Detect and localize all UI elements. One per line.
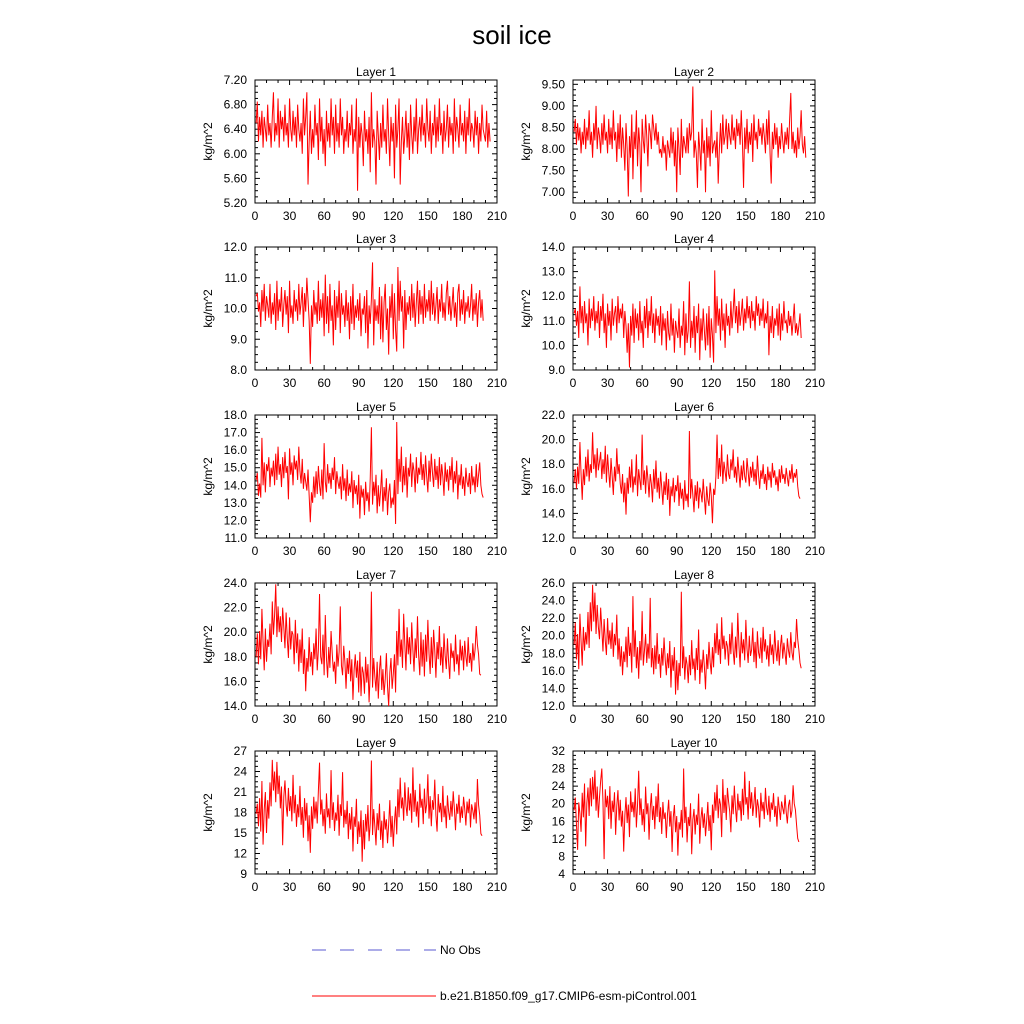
x-tick-label: 90 [670, 880, 684, 894]
y-tick-label: 22.0 [541, 408, 565, 422]
y-axis-label: kg/m^2 [201, 289, 215, 328]
series-line [574, 585, 801, 695]
y-tick-label: 8 [558, 849, 565, 864]
x-tick-label: 30 [282, 880, 297, 894]
y-tick-label: 6.00 [223, 146, 247, 161]
y-tick-label: 18.0 [223, 649, 247, 664]
y-tick-label: 7.00 [541, 185, 565, 200]
x-tick-label: 180 [770, 880, 791, 894]
y-tick-label: 7.20 [223, 73, 247, 87]
y-tick-label: 8.0 [230, 363, 247, 377]
x-tick-label: 180 [452, 376, 473, 390]
y-tick-label: 10.0 [541, 338, 565, 353]
chart-panels [201, 65, 825, 894]
panel-layer-1 [201, 65, 507, 223]
series-line [256, 92, 490, 190]
x-tick-label: 150 [417, 209, 438, 223]
x-tick-label: 0 [251, 544, 259, 558]
x-tick-label: 0 [251, 880, 259, 894]
panel-layer-3 [201, 232, 507, 390]
y-tick-label: 15 [233, 826, 247, 840]
y-tick-label: 16.0 [223, 674, 247, 689]
x-tick-label: 210 [804, 712, 826, 726]
x-tick-label: 60 [317, 544, 331, 558]
x-tick-label: 180 [452, 544, 473, 558]
y-tick-label: 9.0 [230, 332, 247, 347]
x-tick-label: 30 [282, 376, 297, 390]
panel-title-layer-5: Layer 5 [355, 400, 397, 414]
x-tick-label: 0 [251, 376, 259, 390]
y-tick-label: 17.0 [223, 425, 247, 440]
legend-label-no-obs: No Obs [440, 943, 481, 957]
y-tick-label: 9.00 [541, 98, 565, 113]
panel-layer-7 [201, 568, 507, 726]
x-tick-label: 150 [735, 880, 756, 894]
x-tick-label: 90 [670, 712, 684, 726]
x-tick-label: 60 [635, 376, 649, 390]
y-tick-label: 21 [233, 785, 247, 799]
series-line [574, 270, 801, 367]
y-tick-label: 8.00 [541, 142, 565, 157]
y-axis-label: kg/m^2 [519, 625, 533, 664]
x-tick-label: 150 [417, 544, 438, 558]
y-tick-label: 5.60 [223, 171, 247, 186]
series-line [574, 769, 799, 859]
legend-label-model: b.e21.B1850.f09_g17.CMIP6-esm-piControl.001 [440, 989, 697, 1003]
x-tick-label: 180 [770, 209, 791, 223]
y-axis-label: kg/m^2 [201, 625, 215, 664]
x-tick-label: 90 [352, 376, 366, 390]
y-tick-label: 18.0 [541, 646, 565, 661]
x-tick-label: 30 [600, 712, 615, 726]
panel-layer-5 [201, 400, 507, 558]
x-tick-label: 60 [635, 712, 649, 726]
series-line [256, 584, 481, 706]
y-tick-label: 13.0 [223, 495, 247, 510]
y-axis-label: kg/m^2 [519, 457, 533, 496]
y-tick-label: 14.0 [541, 681, 565, 696]
x-tick-label: 60 [317, 712, 331, 726]
y-tick-label: 6.40 [223, 122, 247, 137]
x-tick-label: 0 [569, 376, 577, 390]
y-tick-label: 12.0 [223, 513, 247, 528]
y-tick-label: 22.0 [223, 600, 247, 615]
y-tick-label: 12.0 [541, 531, 565, 545]
series-line [256, 760, 482, 862]
x-tick-label: 60 [635, 544, 649, 558]
y-tick-label: 20.0 [541, 628, 565, 643]
x-tick-label: 180 [770, 376, 791, 390]
y-tick-label: 11.0 [224, 270, 247, 285]
y-tick-label: 5.20 [223, 196, 247, 210]
y-tick-label: 11.0 [542, 313, 565, 328]
x-tick-label: 120 [701, 209, 722, 223]
y-tick-label: 20.0 [541, 432, 565, 447]
y-tick-label: 24.0 [223, 576, 247, 590]
series-line [256, 262, 483, 363]
y-tick-label: 14.0 [223, 699, 247, 713]
x-tick-label: 120 [383, 712, 404, 726]
panel-layer-9 [201, 736, 507, 894]
panel-layer-8 [519, 568, 825, 726]
x-tick-label: 210 [486, 376, 508, 390]
y-tick-label: 32 [551, 744, 565, 758]
panel-title-layer-2: Layer 2 [673, 65, 715, 79]
x-tick-label: 90 [352, 544, 366, 558]
x-tick-label: 150 [417, 712, 438, 726]
panel-title-layer-9: Layer 9 [355, 736, 397, 750]
y-tick-label: 7.50 [541, 163, 565, 178]
y-tick-label: 16.0 [223, 443, 247, 458]
series-line [574, 86, 806, 196]
x-tick-label: 60 [317, 880, 331, 894]
y-axis-label: kg/m^2 [201, 122, 215, 161]
y-axis-label: kg/m^2 [201, 457, 215, 496]
x-tick-label: 150 [417, 376, 438, 390]
panel-title-layer-3: Layer 3 [355, 232, 397, 246]
chart-legend [312, 943, 697, 1003]
x-tick-label: 30 [600, 209, 615, 223]
panel-layer-10 [519, 736, 825, 894]
x-tick-label: 150 [735, 712, 756, 726]
x-tick-label: 120 [383, 376, 404, 390]
panel-title-layer-1: Layer 1 [355, 65, 397, 79]
x-tick-label: 210 [486, 880, 508, 894]
y-tick-label: 14.0 [541, 506, 565, 521]
panel-title-layer-6: Layer 6 [673, 400, 715, 414]
y-tick-label: 9 [240, 867, 247, 881]
y-tick-label: 22.0 [541, 611, 565, 626]
y-tick-label: 28 [551, 761, 565, 776]
x-tick-label: 210 [486, 712, 508, 726]
x-tick-label: 30 [282, 209, 297, 223]
y-tick-label: 16.0 [541, 663, 565, 678]
y-tick-label: 18.0 [541, 457, 565, 472]
y-tick-label: 20.0 [223, 625, 247, 640]
y-tick-label: 9.50 [541, 77, 565, 92]
y-tick-label: 4 [558, 867, 565, 881]
x-tick-label: 0 [569, 712, 577, 726]
x-tick-label: 180 [452, 880, 473, 894]
y-tick-label: 26.0 [541, 576, 565, 590]
y-tick-label: 20 [551, 796, 565, 811]
x-tick-label: 120 [383, 544, 404, 558]
panel-layer-6 [519, 400, 825, 558]
x-tick-label: 180 [452, 209, 473, 223]
x-tick-label: 90 [670, 544, 684, 558]
x-tick-label: 30 [282, 544, 297, 558]
x-tick-label: 120 [701, 712, 722, 726]
y-tick-label: 10.0 [223, 301, 247, 316]
panel-title-layer-8: Layer 8 [673, 568, 715, 582]
x-tick-label: 0 [569, 544, 577, 558]
y-tick-label: 12 [233, 846, 247, 861]
y-tick-label: 12.0 [541, 699, 565, 713]
y-tick-label: 24 [551, 779, 565, 794]
y-tick-label: 11.0 [224, 531, 247, 545]
panel-title-layer-10: Layer 10 [670, 736, 718, 750]
y-tick-label: 13.0 [541, 264, 565, 279]
series-line [256, 422, 483, 524]
x-tick-label: 90 [352, 712, 366, 726]
y-axis-label: kg/m^2 [519, 289, 533, 328]
x-tick-label: 30 [600, 376, 615, 390]
x-tick-label: 30 [600, 880, 615, 894]
x-tick-label: 120 [383, 209, 404, 223]
x-tick-label: 210 [804, 880, 826, 894]
x-tick-label: 120 [383, 880, 404, 894]
x-tick-label: 210 [804, 209, 826, 223]
x-tick-label: 120 [701, 880, 722, 894]
y-axis-label: kg/m^2 [519, 122, 533, 161]
y-tick-label: 16.0 [541, 481, 565, 496]
y-tick-label: 8.50 [541, 120, 565, 135]
y-tick-label: 12.0 [223, 240, 247, 254]
x-tick-label: 60 [317, 376, 331, 390]
panel-layer-2 [519, 65, 825, 223]
x-tick-label: 120 [701, 376, 722, 390]
x-tick-label: 210 [486, 209, 508, 223]
y-tick-label: 18 [233, 805, 247, 820]
chart-title: soil ice [472, 20, 552, 50]
y-tick-label: 24.0 [541, 593, 565, 608]
x-tick-label: 30 [600, 544, 615, 558]
x-tick-label: 90 [352, 880, 366, 894]
x-tick-label: 150 [735, 376, 756, 390]
x-tick-label: 60 [317, 209, 331, 223]
x-tick-label: 150 [417, 880, 438, 894]
series-line [574, 431, 800, 523]
y-tick-label: 14.0 [541, 240, 565, 254]
x-tick-label: 210 [486, 544, 508, 558]
x-tick-label: 0 [569, 880, 577, 894]
x-tick-label: 120 [701, 544, 722, 558]
y-tick-label: 24 [233, 764, 247, 779]
x-tick-label: 180 [770, 712, 791, 726]
x-tick-label: 180 [770, 544, 791, 558]
y-tick-label: 9.0 [548, 363, 565, 377]
x-tick-label: 210 [804, 544, 826, 558]
x-tick-label: 0 [251, 209, 259, 223]
y-axis-label: kg/m^2 [519, 793, 533, 832]
y-tick-label: 12.0 [541, 289, 565, 304]
panel-layer-4 [519, 232, 825, 390]
x-tick-label: 90 [670, 376, 684, 390]
x-tick-label: 30 [282, 712, 297, 726]
y-axis-label: kg/m^2 [201, 793, 215, 832]
x-tick-label: 180 [452, 712, 473, 726]
panel-title-layer-7: Layer 7 [355, 568, 397, 582]
x-tick-label: 90 [670, 209, 684, 223]
x-tick-label: 60 [635, 880, 649, 894]
y-tick-label: 16 [551, 814, 565, 829]
y-tick-label: 18.0 [223, 408, 247, 422]
panel-title-layer-4: Layer 4 [673, 232, 715, 246]
x-tick-label: 0 [251, 712, 259, 726]
y-tick-label: 27 [233, 744, 247, 758]
x-tick-label: 90 [352, 209, 366, 223]
y-tick-label: 6.80 [223, 97, 247, 112]
x-tick-label: 60 [635, 209, 649, 223]
x-tick-label: 150 [735, 544, 756, 558]
x-tick-label: 150 [735, 209, 756, 223]
x-tick-label: 210 [804, 376, 826, 390]
y-tick-label: 14.0 [223, 478, 247, 493]
y-tick-label: 15.0 [223, 460, 247, 475]
y-tick-label: 12 [551, 831, 565, 846]
x-tick-label: 0 [569, 209, 577, 223]
